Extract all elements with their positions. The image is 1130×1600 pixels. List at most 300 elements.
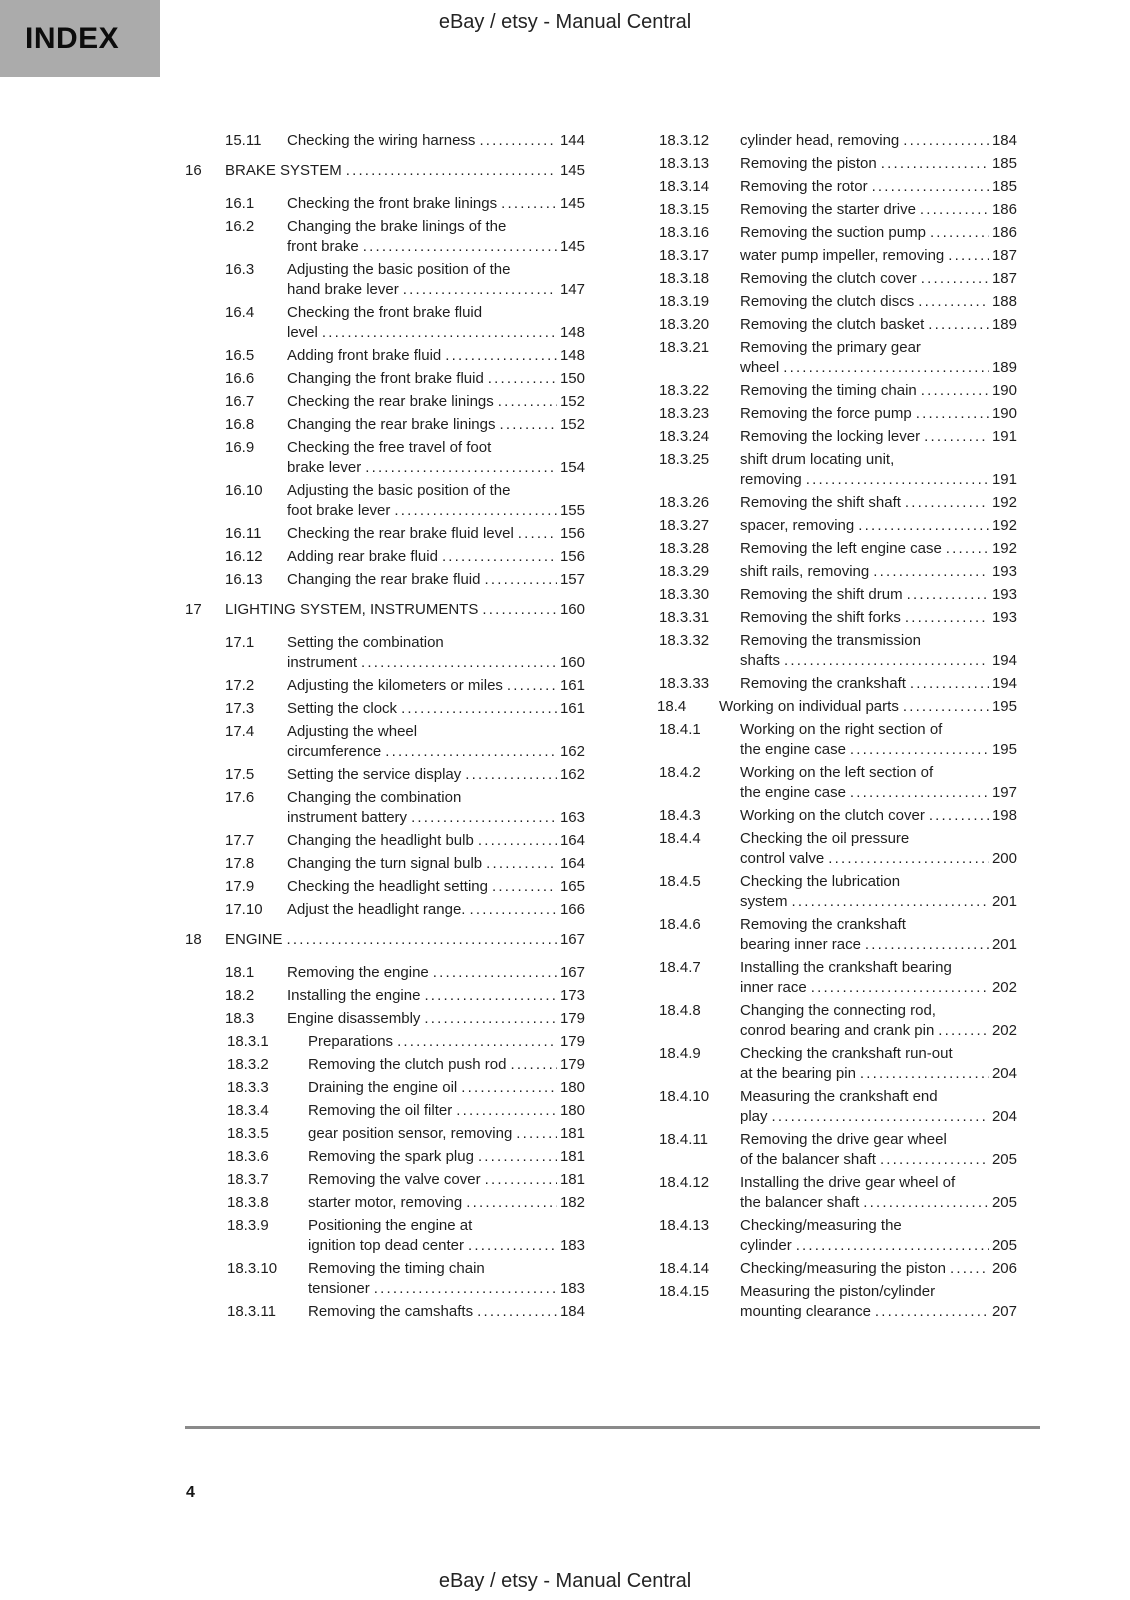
toc-entry-17-5 (185, 765, 585, 785)
toc-entry-body (740, 223, 1017, 243)
toc-entry-body (308, 1147, 585, 1167)
toc-entry-text: the engine case (740, 784, 846, 801)
toc-entry-page: 148 (559, 324, 585, 341)
toc-leader-dots (484, 570, 557, 590)
toc-entry-page: 192 (991, 540, 1017, 557)
toc-entry-body (740, 200, 1017, 220)
toc-entry-lastline (308, 1236, 585, 1256)
toc-leader-dots (510, 1055, 557, 1075)
toc-entry-number: 18.3.7 (227, 1171, 269, 1188)
toc-entry-number: 18.3.18 (659, 270, 710, 287)
toc-entry-text: Removing the engine (287, 964, 429, 981)
toc-entry-lastline (287, 415, 585, 435)
toc-entry-page: 144 (559, 132, 585, 149)
toc-entry-text: the engine case (740, 741, 846, 758)
toc-entry-number: 18.3.9 (227, 1217, 269, 1234)
toc-entry-page: 164 (559, 855, 585, 872)
toc-entry-18-3-32 (617, 631, 1017, 671)
toc-entry-body (740, 1130, 1017, 1170)
toc-entry-text-line: Removing the timing chain (308, 1260, 485, 1277)
toc-entry-body (287, 788, 585, 828)
toc-entry-body (308, 1078, 585, 1098)
toc-entry-number: 18.3.21 (659, 339, 710, 356)
toc-leader-dots (918, 292, 989, 312)
toc-entry-18-3-2 (185, 1055, 585, 1075)
toc-entry-page: 201 (991, 893, 1017, 910)
toc-leader-dots (920, 200, 989, 220)
toc-entry-page: 190 (991, 382, 1017, 399)
toc-entry-text: circumference (287, 743, 382, 760)
toc-leader-dots (468, 1236, 557, 1256)
toc-entry-number: 16.4 (225, 304, 255, 321)
toc-entry-text: Removing the crankshaft (740, 675, 906, 692)
toc-entry-body (740, 427, 1017, 447)
toc-leader-dots (433, 963, 557, 983)
toc-entry-lastline (287, 237, 585, 257)
toc-entry-18-2 (185, 986, 585, 1006)
toc-entry-lastline (308, 1032, 585, 1052)
toc-entry-page: 198 (991, 807, 1017, 824)
toc-leader-dots (784, 651, 989, 671)
toc-entry-number: 17.9 (225, 878, 255, 895)
toc-entry-page: 157 (559, 571, 585, 588)
toc-entry-18-3-25 (617, 450, 1017, 490)
toc-entry-lastline (740, 200, 1017, 220)
toc-entry-text: gear position sensor, removing (308, 1125, 513, 1142)
toc-entry-body (740, 763, 1017, 803)
toc-entry-number: 18.4 (657, 698, 687, 715)
toc-entry-lastline (740, 493, 1017, 513)
toc-entry-18-3-24 (617, 427, 1017, 447)
toc-entry-number: 16.5 (225, 347, 255, 364)
toc-entry-lastline (308, 1279, 585, 1299)
toc-leader-dots (910, 674, 989, 694)
toc-entry-18-3-27 (617, 516, 1017, 536)
toc-leader-dots (905, 493, 989, 513)
toc-entry-page: 164 (559, 832, 585, 849)
toc-entry-18-3-4 (185, 1101, 585, 1121)
toc-entry-18-3-20 (617, 315, 1017, 335)
toc-entry-lastline (740, 516, 1017, 536)
toc-entry-text-line: Adjusting the basic position of the (287, 261, 511, 278)
toc-entry-body (740, 493, 1017, 513)
toc-entry-lastline (740, 404, 1017, 424)
toc-entry-number: 18.3.29 (659, 563, 710, 580)
toc-entry-page: 179 (559, 1010, 585, 1027)
toc-entry-number: 18.4.2 (659, 764, 701, 781)
toc-entry-number: 18.4.13 (659, 1217, 710, 1234)
toc-leader-dots (442, 547, 557, 567)
toc-entry-number: 18.4.9 (659, 1045, 701, 1062)
toc-entry-body (740, 1216, 1017, 1256)
toc-entry-18-3-33 (617, 674, 1017, 694)
toc-entry-page: 201 (991, 936, 1017, 953)
toc-entry-lastline (287, 900, 585, 920)
toc-entry-page: 191 (991, 428, 1017, 445)
toc-entry-18-4-4 (617, 829, 1017, 869)
toc-entry-text: Removing the locking lever (740, 428, 921, 445)
toc-entry-text: Checking/measuring the piston (740, 1260, 946, 1277)
toc-entry-body (740, 1044, 1017, 1084)
toc-entry-lastline (287, 280, 585, 300)
toc-leader-dots (486, 854, 557, 874)
toc-entry-number: 18.3.19 (659, 293, 710, 310)
toc-entry-16-8 (185, 415, 585, 435)
toc-entry-page: 152 (559, 393, 585, 410)
toc-entry-text: control valve (740, 850, 825, 867)
toc-entry-lastline (287, 458, 585, 478)
toc-leader-dots (881, 154, 989, 174)
toc-entry-17-4 (185, 722, 585, 762)
toc-entry-body (740, 177, 1017, 197)
toc-entry-lastline (740, 1064, 1017, 1084)
toc-entry-page: 148 (559, 347, 585, 364)
toc-leader-dots (456, 1101, 557, 1121)
toc-entry-text: brake lever (287, 459, 362, 476)
toc-entry-page: 166 (559, 901, 585, 918)
toc-entry-body (287, 392, 585, 412)
toc-entry-text-line: Checking/measuring the (740, 1217, 902, 1234)
toc-entry-18-3-3 (185, 1078, 585, 1098)
toc-entry-body (308, 1101, 585, 1121)
toc-entry-number: 18.2 (225, 987, 255, 1004)
toc-entry-16-1 (185, 194, 585, 214)
index-label: INDEX (25, 21, 120, 55)
toc-entry-text: Installing the engine (287, 987, 421, 1004)
toc-entry-18 (185, 930, 585, 950)
toc-entry-16-2 (185, 217, 585, 257)
toc-leader-dots (950, 1259, 989, 1279)
toc-leader-dots (363, 237, 557, 257)
toc-entry-text: Setting the clock (287, 700, 398, 717)
toc-entry-lastline (740, 651, 1017, 671)
toc-entry-page: 190 (991, 405, 1017, 422)
toc-entry-number: 18.4.8 (659, 1002, 701, 1019)
toc-entry-16-9 (185, 438, 585, 478)
toc-entry-number: 16.3 (225, 261, 255, 278)
toc-entry-text-line: Checking the oil pressure (740, 830, 910, 847)
toc-entry-page: 145 (559, 238, 585, 255)
toc-leader-dots (385, 742, 557, 762)
toc-entry-body (287, 633, 585, 673)
toc-entry-body (740, 1282, 1017, 1322)
toc-entry-18-3-21 (617, 338, 1017, 378)
toc-entry-body (308, 1193, 585, 1213)
toc-entry-page: 173 (559, 987, 585, 1004)
toc-leader-dots (921, 381, 989, 401)
toc-entry-17-3 (185, 699, 585, 719)
toc-entry-page: 161 (559, 677, 585, 694)
toc-entry-body (308, 1055, 585, 1075)
toc-leader-dots (860, 1064, 989, 1084)
toc-entry-text: Removing the shift drum (740, 586, 903, 603)
toc-entry-text: Removing the camshafts (308, 1303, 474, 1320)
toc-entry-text: shafts (740, 652, 781, 669)
toc-entry-body (287, 1009, 585, 1029)
toc-entry-text: Changing the rear brake linings (287, 416, 496, 433)
toc-entry-text-line: Checking the crankshaft run-out (740, 1045, 953, 1062)
toc-entry-18-3-15 (617, 200, 1017, 220)
toc-entry-17-7 (185, 831, 585, 851)
toc-entry-number: 18.3.25 (659, 451, 710, 468)
toc-entry-number: 18.4.10 (659, 1088, 710, 1105)
toc-entry-body (740, 829, 1017, 869)
toc-leader-dots (783, 358, 989, 378)
toc-entry-number: 17 (185, 601, 202, 618)
toc-entry-body (719, 697, 1017, 717)
toc-entry-text: Removing the rotor (740, 178, 868, 195)
toc-entry-lastline (287, 831, 585, 851)
toc-leader-dots (873, 562, 989, 582)
toc-entry-text: level (287, 324, 318, 341)
toc-leader-dots (401, 699, 557, 719)
toc-entry-text-line: Changing the brake linings of the (287, 218, 507, 235)
toc-entry-body (740, 131, 1017, 151)
toc-entry-number: 18.4.3 (659, 807, 701, 824)
toc-leader-dots (322, 323, 557, 343)
toc-entry-number: 16.11 (225, 525, 262, 542)
toc-leader-dots (424, 986, 557, 1006)
toc-entry-page: 204 (991, 1065, 1017, 1082)
toc-right-column (617, 131, 1017, 1325)
toc-leader-dots (924, 427, 989, 447)
toc-entry-17-1 (185, 633, 585, 673)
toc-entry-number: 17.8 (225, 855, 255, 872)
toc-entry-lastline (740, 381, 1017, 401)
toc-entry-lastline (740, 935, 1017, 955)
toc-leader-dots (903, 131, 989, 151)
toc-entry-page: 195 (991, 698, 1017, 715)
toc-entry-18-3-12 (617, 131, 1017, 151)
toc-entry-number: 18.3.1 (227, 1033, 269, 1050)
toc-entry-text: LIGHTING SYSTEM, INSTRUMENTS (225, 601, 479, 618)
toc-entry-18-3-22 (617, 381, 1017, 401)
toc-entry-16-11 (185, 524, 585, 544)
toc-entry-number: 18.3.31 (659, 609, 710, 626)
toc-entry-number: 18.3.17 (659, 247, 710, 264)
toc-entry-page: 154 (559, 459, 585, 476)
toc-entry-body (740, 958, 1017, 998)
toc-entry-body (308, 1124, 585, 1144)
toc-entry-lastline (740, 1193, 1017, 1213)
toc-entry-lastline (740, 1236, 1017, 1256)
toc-entry-number: 18.4.7 (659, 959, 701, 976)
toc-entry-lastline (740, 608, 1017, 628)
toc-entry-17-6 (185, 788, 585, 828)
toc-entry-body (287, 217, 585, 257)
toc-entry-lastline (740, 1302, 1017, 1322)
toc-entry-page: 204 (991, 1108, 1017, 1125)
toc-entry-text: Changing the front brake fluid (287, 370, 484, 387)
toc-entry-number: 18.3.32 (659, 632, 710, 649)
toc-entry-page: 165 (559, 878, 585, 895)
toc-entry-body (287, 438, 585, 478)
toc-entry-text: Removing the timing chain (740, 382, 917, 399)
toc-entry-page: 186 (991, 224, 1017, 241)
toc-entry-page: 205 (991, 1237, 1017, 1254)
toc-entry-lastline (287, 524, 585, 544)
toc-entry-text: system (740, 893, 788, 910)
toc-leader-dots (499, 415, 557, 435)
toc-entry-text-line: Measuring the crankshaft end (740, 1088, 938, 1105)
toc-entry-body (740, 450, 1017, 490)
toc-entry-page: 161 (559, 700, 585, 717)
toc-leader-dots (516, 1124, 557, 1144)
toc-entry-text: removing (740, 471, 802, 488)
toc-entry-page: 167 (559, 964, 585, 981)
toc-entry-18-4-13 (617, 1216, 1017, 1256)
toc-entry-page: 160 (559, 654, 585, 671)
toc-entry-18-3-31 (617, 608, 1017, 628)
toc-entry-text: ignition top dead center (308, 1237, 464, 1254)
toc-entry-lastline (287, 676, 585, 696)
toc-entry-lastline (308, 1170, 585, 1190)
toc-entry-lastline (740, 1021, 1017, 1041)
toc-entry-16-12 (185, 547, 585, 567)
toc-entry-number: 18.4.5 (659, 873, 701, 890)
toc-entry-number: 18.3.12 (659, 132, 710, 149)
toc-entry-number: 18.3.6 (227, 1148, 269, 1165)
toc-entry-text: Setting the service display (287, 766, 462, 783)
toc-entry-body (287, 481, 585, 521)
toc-entry-text: Removing the force pump (740, 405, 912, 422)
toc-entry-number: 18.3.5 (227, 1125, 269, 1142)
toc-entry-body (740, 404, 1017, 424)
toc-entry-number: 18.3 (225, 1010, 255, 1027)
toc-entry-lastline (740, 177, 1017, 197)
toc-entry-number: 18.4.6 (659, 916, 701, 933)
toc-entry-text: Removing the shift forks (740, 609, 901, 626)
toc-leader-dots (850, 740, 989, 760)
toc-entry-lastline (308, 1078, 585, 1098)
toc-entry-number: 18.3.13 (659, 155, 710, 172)
toc-entry-body (740, 338, 1017, 378)
toc-leader-dots (498, 392, 557, 412)
toc-entry-text: inner race (740, 979, 807, 996)
toc-entry-page: 189 (991, 359, 1017, 376)
toc-leader-dots (287, 930, 557, 950)
toc-entry-18-3-5 (185, 1124, 585, 1144)
toc-entry-body (740, 1001, 1017, 1041)
toc-entry-number: 16.12 (225, 548, 263, 565)
toc-entry-number: 18.3.2 (227, 1056, 269, 1073)
toc-entry-text: Removing the clutch cover (740, 270, 917, 287)
toc-entry-18-4-10 (617, 1087, 1017, 1127)
toc-entry-page: 156 (559, 548, 585, 565)
toc-entry-body (287, 765, 585, 785)
toc-entry-body (740, 154, 1017, 174)
toc-entry-lastline (287, 986, 585, 1006)
toc-entry-lastline (740, 806, 1017, 826)
toc-columns (185, 131, 1017, 1325)
toc-entry-text-line: Working on the right section of (740, 721, 943, 738)
toc-entry-17-9 (185, 877, 585, 897)
toc-entry-body (287, 260, 585, 300)
toc-entry-page: 150 (559, 370, 585, 387)
toc-entry-text: front brake (287, 238, 359, 255)
toc-leader-dots (905, 608, 989, 628)
toc-leader-dots (465, 765, 557, 785)
toc-entry-page: 189 (991, 316, 1017, 333)
toc-entry-text: Draining the engine oil (308, 1079, 458, 1096)
toc-entry-body (740, 516, 1017, 536)
toc-entry-number: 17.2 (225, 677, 255, 694)
toc-leader-dots (485, 1170, 557, 1190)
toc-entry-lastline (740, 315, 1017, 335)
toc-entry-number: 18.3.24 (659, 428, 710, 445)
toc-entry-lastline (225, 161, 585, 181)
toc-entry-18-3 (185, 1009, 585, 1029)
toc-entry-text-line: Removing the transmission (740, 632, 921, 649)
toc-entry-18-3-28 (617, 539, 1017, 559)
toc-entry-lastline (308, 1055, 585, 1075)
toc-entry-lastline (740, 223, 1017, 243)
toc-entry-lastline (287, 699, 585, 719)
toc-entry-lastline (740, 849, 1017, 869)
toc-entry-18-4-5 (617, 872, 1017, 912)
toc-entry-page: 192 (991, 517, 1017, 534)
toc-entry-page: 192 (991, 494, 1017, 511)
toc-entry-lastline (740, 154, 1017, 174)
toc-entry-text: Removing the clutch basket (740, 316, 925, 333)
toc-entry-lastline (287, 131, 585, 151)
toc-entry-page: 184 (559, 1303, 585, 1320)
toc-entry-text: Checking the front brake linings (287, 195, 498, 212)
toc-entry-number: 16 (185, 162, 202, 179)
toc-leader-dots (858, 516, 989, 536)
toc-entry-body (225, 161, 585, 181)
toc-leader-dots (772, 1107, 989, 1127)
toc-entry-text: cylinder (740, 1237, 792, 1254)
toc-entry-page: 179 (559, 1056, 585, 1073)
toc-entry-page: 194 (991, 652, 1017, 669)
toc-entry-17-2 (185, 676, 585, 696)
toc-leader-dots (863, 1193, 989, 1213)
toc-leader-dots (478, 1147, 557, 1167)
toc-entry-text-line: Removing the primary gear (740, 339, 921, 356)
toc-entry-18-4-14 (617, 1259, 1017, 1279)
toc-entry-lastline (740, 783, 1017, 803)
toc-entry-body (287, 986, 585, 1006)
toc-entry-number: 18.3.23 (659, 405, 710, 422)
toc-entry-lastline (740, 674, 1017, 694)
toc-entry-number: 17.6 (225, 789, 255, 806)
toc-entry-number: 17.10 (225, 901, 263, 918)
toc-entry-lastline (287, 392, 585, 412)
toc-entry-page: 188 (991, 293, 1017, 310)
toc-entry-body (740, 381, 1017, 401)
toc-entry-body (740, 539, 1017, 559)
toc-leader-dots (907, 585, 989, 605)
toc-entry-text: Working on individual parts (719, 698, 899, 715)
toc-entry-body (308, 1302, 585, 1322)
toc-leader-dots (361, 653, 557, 673)
toc-entry-text-line: Removing the crankshaft (740, 916, 906, 933)
toc-leader-dots (492, 877, 557, 897)
toc-entry-18-4-12 (617, 1173, 1017, 1213)
toc-entry-number: 18.4.4 (659, 830, 701, 847)
toc-leader-dots (806, 470, 989, 490)
toc-entry-text: mounting clearance (740, 1303, 871, 1320)
toc-entry-text: Checking the headlight setting (287, 878, 488, 895)
toc-entry-body (308, 1170, 585, 1190)
toc-leader-dots (501, 194, 557, 214)
toc-leader-dots (507, 676, 557, 696)
toc-entry-number: 18.3.30 (659, 586, 710, 603)
toc-entry-lastline (287, 963, 585, 983)
toc-entry-text: Removing the shift shaft (740, 494, 901, 511)
toc-entry-text: Checking the rear brake linings (287, 393, 494, 410)
